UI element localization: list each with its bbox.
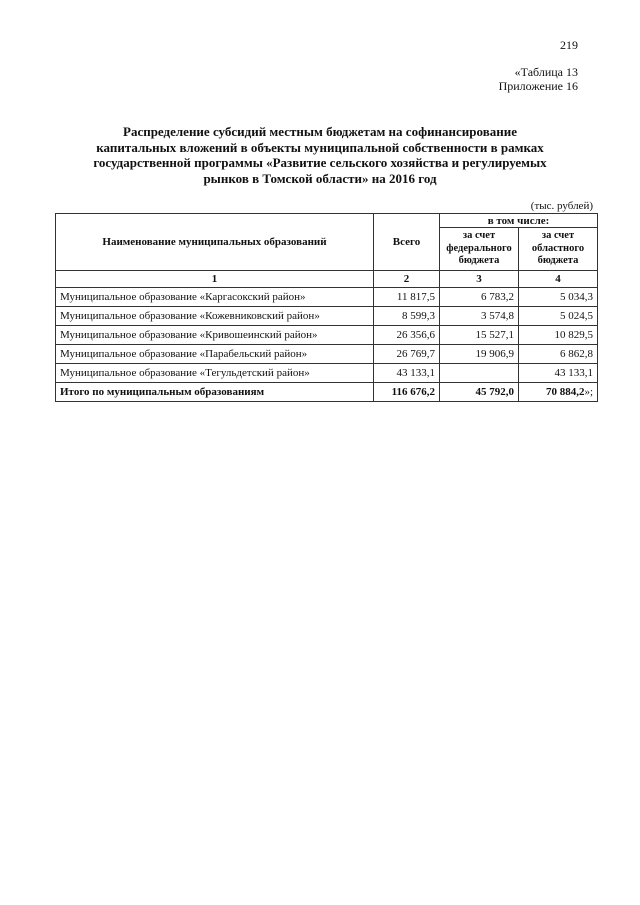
header-total: Всего bbox=[374, 214, 440, 271]
column-number: 2 bbox=[374, 271, 440, 288]
title-line: государственной программы «Развитие сельского хозяйства и регулируемых bbox=[93, 155, 547, 170]
total-value: 26 356,6 bbox=[374, 326, 440, 345]
municipality-name: Муниципальное образование «Тегульдетский район» bbox=[56, 364, 374, 383]
federal-value: 15 527,1 bbox=[440, 326, 519, 345]
total-row-label: Итого по муниципальным образованиям bbox=[56, 383, 374, 402]
header-municipality-name: Наименование муниципальных образований bbox=[56, 214, 374, 271]
grand-total-value: 116 676,2 bbox=[374, 383, 440, 402]
municipality-name: Муниципальное образование «Парабельский район» bbox=[56, 345, 374, 364]
federal-value: 6 783,2 bbox=[440, 288, 519, 307]
header-regional-line: бюджета bbox=[537, 255, 579, 267]
regional-total-value: 70 884,2 bbox=[545, 386, 585, 398]
column-number-row bbox=[56, 271, 598, 288]
units-label: (тыс. рублей) bbox=[530, 200, 593, 212]
total-row bbox=[56, 383, 598, 402]
regional-value: 5 034,3 bbox=[519, 288, 598, 307]
header-including: в том числе: bbox=[440, 214, 598, 228]
regional-value: 10 829,5 bbox=[519, 326, 598, 345]
federal-value bbox=[440, 364, 519, 383]
header-regional-budget bbox=[519, 228, 598, 271]
header-federal-line: федерального bbox=[446, 242, 512, 254]
annex-appendix-label: Приложение 16 bbox=[498, 79, 578, 93]
document-title bbox=[60, 124, 580, 186]
regional-value: 43 133,1 bbox=[519, 364, 598, 383]
regional-value: 6 862,8 bbox=[519, 345, 598, 364]
total-value: 11 817,5 bbox=[374, 288, 440, 307]
table-row bbox=[56, 307, 598, 326]
municipality-name: Муниципальное образование «Каргасокский район» bbox=[56, 288, 374, 307]
header-regional-line: за счет bbox=[541, 230, 575, 242]
subsidy-table bbox=[55, 213, 598, 402]
municipality-name: Муниципальное образование «Кожевниковский район» bbox=[56, 307, 374, 326]
title-line: Распределение субсидий местным бюджетам на софинансирование bbox=[123, 124, 517, 139]
federal-value: 3 574,8 bbox=[440, 307, 519, 326]
header-regional-line: областного bbox=[531, 242, 585, 254]
closing-quote-suffix: »; bbox=[584, 386, 593, 398]
column-number: 3 bbox=[440, 271, 519, 288]
regional-value: 5 024,5 bbox=[519, 307, 598, 326]
annex-reference bbox=[499, 65, 578, 93]
table-row bbox=[56, 288, 598, 307]
header-federal-line: бюджета bbox=[458, 255, 500, 267]
total-value: 8 599,3 bbox=[374, 307, 440, 326]
title-line: капитальных вложений в объекты муниципальной собственности в рамках bbox=[96, 139, 544, 155]
column-number: 4 bbox=[519, 271, 598, 288]
column-number: 1 bbox=[56, 271, 374, 288]
regional-total-cell bbox=[519, 383, 598, 402]
header-row bbox=[56, 214, 598, 228]
table-row bbox=[56, 326, 598, 345]
total-value: 43 133,1 bbox=[374, 364, 440, 383]
federal-value: 19 906,9 bbox=[440, 345, 519, 364]
federal-total-value: 45 792,0 bbox=[440, 383, 519, 402]
total-value: 26 769,7 bbox=[374, 345, 440, 364]
municipality-name: Муниципальное образование «Кривошеинский район» bbox=[56, 326, 374, 345]
annex-table-label: «Таблица 13 bbox=[514, 65, 578, 79]
table-row bbox=[56, 345, 598, 364]
table-row bbox=[56, 364, 598, 383]
header-federal-budget bbox=[440, 228, 519, 271]
title-line: рынков в Томской области» на 2016 год bbox=[203, 170, 437, 186]
page-number: 219 bbox=[560, 38, 578, 52]
header-federal-line: за счет bbox=[462, 230, 496, 242]
